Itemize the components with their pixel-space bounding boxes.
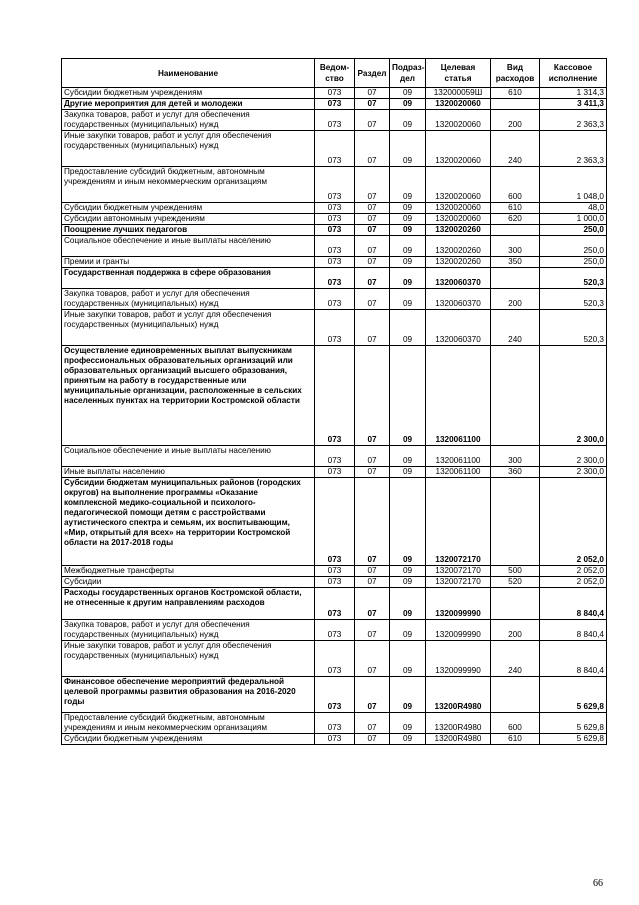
row-kind: 360	[491, 467, 540, 478]
row-subsection: 09	[390, 713, 426, 734]
row-amount: 48,0	[540, 203, 607, 214]
row-amount: 8 840,4	[540, 641, 607, 677]
row-name: Межбюджетные трансферты	[62, 566, 315, 577]
row-dept: 073	[315, 446, 355, 467]
row-subsection: 09	[390, 478, 426, 566]
row-kind: 600	[491, 167, 540, 203]
row-dept: 073	[315, 566, 355, 577]
table-row	[62, 588, 607, 620]
row-subsection: 09	[390, 110, 426, 131]
row-dept: 073	[315, 110, 355, 131]
row-target: 1320020260	[426, 225, 491, 236]
row-section: 07	[355, 236, 390, 257]
row-section: 07	[355, 734, 390, 745]
row-kind: 610	[491, 88, 540, 99]
row-name: Иные закупки товаров, работ и услуг для обеспечения государственных (муниципальных) нужд	[62, 131, 315, 167]
row-section: 07	[355, 257, 390, 268]
row-section: 07	[355, 268, 390, 289]
row-dept: 073	[315, 310, 355, 346]
row-name: Государственная поддержка в сфере образования	[62, 268, 315, 289]
table-row	[62, 289, 607, 310]
row-subsection: 09	[390, 588, 426, 620]
row-amount: 8 840,4	[540, 620, 607, 641]
budget-table	[61, 58, 607, 745]
row-subsection: 09	[390, 167, 426, 203]
row-name: Осуществление единовременных выплат выпускникам профессиональных образовательных организаций или образовательных организаций высшего образования, принятым на работу в государственные или муниципальные организации, расположенные в сельских населенных пунктах на территории Костромской области	[62, 346, 315, 446]
table-row	[62, 677, 607, 713]
row-subsection: 09	[390, 310, 426, 346]
row-subsection: 09	[390, 131, 426, 167]
row-dept: 073	[315, 268, 355, 289]
row-subsection: 09	[390, 677, 426, 713]
row-kind: 240	[491, 641, 540, 677]
row-dept: 073	[315, 620, 355, 641]
row-section: 07	[355, 641, 390, 677]
row-target: 132000059Ш	[426, 88, 491, 99]
row-dept: 073	[315, 734, 355, 745]
header-amount: Кассовое исполнение	[540, 59, 607, 88]
row-section: 07	[355, 310, 390, 346]
row-name: Другие мероприятия для детей и молодежи	[62, 99, 315, 110]
row-dept: 073	[315, 257, 355, 268]
row-section: 07	[355, 478, 390, 566]
row-subsection: 09	[390, 99, 426, 110]
row-section: 07	[355, 203, 390, 214]
row-dept: 073	[315, 289, 355, 310]
row-section: 07	[355, 620, 390, 641]
row-target: 1320072170	[426, 566, 491, 577]
row-target: 1320099990	[426, 641, 491, 677]
row-amount: 5 629,8	[540, 734, 607, 745]
row-target: 1320020260	[426, 257, 491, 268]
row-kind: 500	[491, 566, 540, 577]
row-dept: 073	[315, 677, 355, 713]
row-amount: 8 840,4	[540, 588, 607, 620]
header-dept: Ведом-ство	[315, 59, 355, 88]
row-amount: 2 300,0	[540, 446, 607, 467]
row-kind	[491, 99, 540, 110]
table-row	[62, 310, 607, 346]
row-amount: 250,0	[540, 257, 607, 268]
row-target: 1320061100	[426, 467, 491, 478]
row-kind	[491, 225, 540, 236]
row-target: 1320060370	[426, 268, 491, 289]
row-subsection: 09	[390, 236, 426, 257]
row-amount: 520,3	[540, 268, 607, 289]
row-subsection: 09	[390, 467, 426, 478]
row-name: Иные закупки товаров, работ и услуг для обеспечения государственных (муниципальных) нужд	[62, 310, 315, 346]
row-dept: 073	[315, 478, 355, 566]
table-row	[62, 734, 607, 745]
row-amount: 2 363,3	[540, 131, 607, 167]
row-name: Иные закупки товаров, работ и услуг для обеспечения государственных (муниципальных) нужд	[62, 641, 315, 677]
row-section: 07	[355, 577, 390, 588]
row-name: Иные выплаты населению	[62, 467, 315, 478]
row-kind: 240	[491, 131, 540, 167]
table-row	[62, 203, 607, 214]
row-kind	[491, 346, 540, 446]
row-section: 07	[355, 99, 390, 110]
row-subsection: 09	[390, 88, 426, 99]
row-target: 13200R4980	[426, 734, 491, 745]
table-row	[62, 566, 607, 577]
table-row	[62, 225, 607, 236]
row-kind: 200	[491, 110, 540, 131]
table-row	[62, 346, 607, 446]
row-section: 07	[355, 588, 390, 620]
row-kind: 200	[491, 620, 540, 641]
row-kind: 620	[491, 214, 540, 225]
row-amount: 1 048,0	[540, 167, 607, 203]
header-section: Раздел	[355, 59, 390, 88]
row-target: 1320061100	[426, 446, 491, 467]
row-target: 1320020060	[426, 203, 491, 214]
row-kind: 200	[491, 289, 540, 310]
table-row	[62, 268, 607, 289]
table-row	[62, 620, 607, 641]
row-target: 13200R4980	[426, 677, 491, 713]
row-kind: 240	[491, 310, 540, 346]
table-row	[62, 131, 607, 167]
row-subsection: 09	[390, 620, 426, 641]
table-row	[62, 110, 607, 131]
row-kind	[491, 588, 540, 620]
row-name: Поощрение лучших педагогов	[62, 225, 315, 236]
row-amount: 2 300,0	[540, 346, 607, 446]
row-section: 07	[355, 88, 390, 99]
row-kind	[491, 677, 540, 713]
row-section: 07	[355, 110, 390, 131]
row-name: Закупка товаров, работ и услуг для обеспечения государственных (муниципальных) нужд	[62, 289, 315, 310]
row-dept: 073	[315, 203, 355, 214]
page-number: 66	[593, 878, 603, 889]
row-name: Премии и гранты	[62, 257, 315, 268]
table-row	[62, 257, 607, 268]
header-name: Наименование	[62, 59, 315, 88]
row-dept: 073	[315, 214, 355, 225]
row-name: Социальное обеспечение и иные выплаты населению	[62, 236, 315, 257]
header-target: Целевая статья	[426, 59, 491, 88]
row-kind: 300	[491, 446, 540, 467]
row-name: Социальное обеспечение и иные выплаты населению	[62, 446, 315, 467]
row-amount: 520,3	[540, 289, 607, 310]
row-dept: 073	[315, 641, 355, 677]
row-name: Субсидии бюджетным учреждениям	[62, 203, 315, 214]
row-amount: 1 000,0	[540, 214, 607, 225]
row-target: 1320020060	[426, 99, 491, 110]
row-amount: 250,0	[540, 225, 607, 236]
table-row	[62, 478, 607, 566]
row-subsection: 09	[390, 257, 426, 268]
table-row	[62, 99, 607, 110]
row-dept: 073	[315, 346, 355, 446]
table-row	[62, 467, 607, 478]
row-section: 07	[355, 566, 390, 577]
row-name: Закупка товаров, работ и услуг для обеспечения государственных (муниципальных) нужд	[62, 110, 315, 131]
row-subsection: 09	[390, 641, 426, 677]
row-subsection: 09	[390, 734, 426, 745]
row-name: Субсидии бюджетным учреждениям	[62, 88, 315, 99]
row-name: Расходы государственных органов Костромской области, не отнесенные к другим направлениям расходов	[62, 588, 315, 620]
row-dept: 073	[315, 131, 355, 167]
row-kind: 600	[491, 713, 540, 734]
row-kind: 520	[491, 577, 540, 588]
row-subsection: 09	[390, 268, 426, 289]
row-section: 07	[355, 346, 390, 446]
row-section: 07	[355, 214, 390, 225]
row-dept: 073	[315, 88, 355, 99]
row-dept: 073	[315, 167, 355, 203]
row-dept: 073	[315, 588, 355, 620]
row-target: 1320020260	[426, 236, 491, 257]
row-target: 1320099990	[426, 620, 491, 641]
row-dept: 073	[315, 467, 355, 478]
row-amount: 2 052,0	[540, 577, 607, 588]
row-dept: 073	[315, 713, 355, 734]
row-section: 07	[355, 289, 390, 310]
row-target: 1320060370	[426, 310, 491, 346]
table-header-row	[62, 59, 607, 88]
header-subsection: Подраз-дел	[390, 59, 426, 88]
table-row	[62, 88, 607, 99]
table-row	[62, 641, 607, 677]
row-amount: 1 314,3	[540, 88, 607, 99]
row-name: Закупка товаров, работ и услуг для обеспечения государственных (муниципальных) нужд	[62, 620, 315, 641]
row-name: Предоставление субсидий бюджетным, автономным учреждениям и иным некоммерческим организациям	[62, 713, 315, 734]
row-name: Финансовое обеспечение мероприятий федеральной целевой программы развития образования на 2016-2020 годы	[62, 677, 315, 713]
row-section: 07	[355, 167, 390, 203]
row-amount: 5 629,8	[540, 713, 607, 734]
row-target: 1320099990	[426, 588, 491, 620]
row-section: 07	[355, 131, 390, 167]
row-name: Предоставление субсидий бюджетным, автономным учреждениям и иным некоммерческим организациям	[62, 167, 315, 203]
row-target: 1320020060	[426, 167, 491, 203]
row-kind: 300	[491, 236, 540, 257]
row-dept: 073	[315, 225, 355, 236]
row-name: Субсидии автономным учреждениям	[62, 214, 315, 225]
row-dept: 073	[315, 577, 355, 588]
row-kind: 610	[491, 734, 540, 745]
row-subsection: 09	[390, 203, 426, 214]
row-subsection: 09	[390, 225, 426, 236]
row-subsection: 09	[390, 577, 426, 588]
row-name: Субсидии	[62, 577, 315, 588]
row-section: 07	[355, 446, 390, 467]
row-amount: 2 052,0	[540, 566, 607, 577]
row-section: 07	[355, 467, 390, 478]
row-amount: 2 052,0	[540, 478, 607, 566]
row-name: Субсидии бюджетам муниципальных районов (городских округов) на выполнение программы «Оказание комплексной медико-социальной и психолого-педагогической помощи детям с расстройствами аутистического спектра и семьям, их воспитывающим, «Мир, открытый для всех» на территории Костромской области на 2017-2018 годы	[62, 478, 315, 566]
row-amount: 3 411,3	[540, 99, 607, 110]
row-subsection: 09	[390, 566, 426, 577]
row-section: 07	[355, 677, 390, 713]
table-row	[62, 167, 607, 203]
row-target: 13200R4980	[426, 713, 491, 734]
row-subsection: 09	[390, 289, 426, 310]
row-kind	[491, 268, 540, 289]
row-kind: 350	[491, 257, 540, 268]
row-target: 1320061100	[426, 346, 491, 446]
row-amount: 250,0	[540, 236, 607, 257]
row-amount: 5 629,8	[540, 677, 607, 713]
row-subsection: 09	[390, 214, 426, 225]
table-row	[62, 236, 607, 257]
row-target: 1320020060	[426, 131, 491, 167]
row-amount: 520,3	[540, 310, 607, 346]
row-dept: 073	[315, 236, 355, 257]
header-kind: Вид расходов	[491, 59, 540, 88]
row-amount: 2 300,0	[540, 467, 607, 478]
row-subsection: 09	[390, 446, 426, 467]
row-target: 1320060370	[426, 289, 491, 310]
row-amount: 2 363,3	[540, 110, 607, 131]
row-section: 07	[355, 713, 390, 734]
row-target: 1320020060	[426, 214, 491, 225]
row-target: 1320072170	[426, 577, 491, 588]
table-row	[62, 214, 607, 225]
row-name: Субсидии бюджетным учреждениям	[62, 734, 315, 745]
row-dept: 073	[315, 99, 355, 110]
table-row	[62, 577, 607, 588]
table-row	[62, 713, 607, 734]
table-row	[62, 446, 607, 467]
row-kind	[491, 478, 540, 566]
row-kind: 610	[491, 203, 540, 214]
row-target: 1320020060	[426, 110, 491, 131]
row-section: 07	[355, 225, 390, 236]
row-subsection: 09	[390, 346, 426, 446]
row-target: 1320072170	[426, 478, 491, 566]
